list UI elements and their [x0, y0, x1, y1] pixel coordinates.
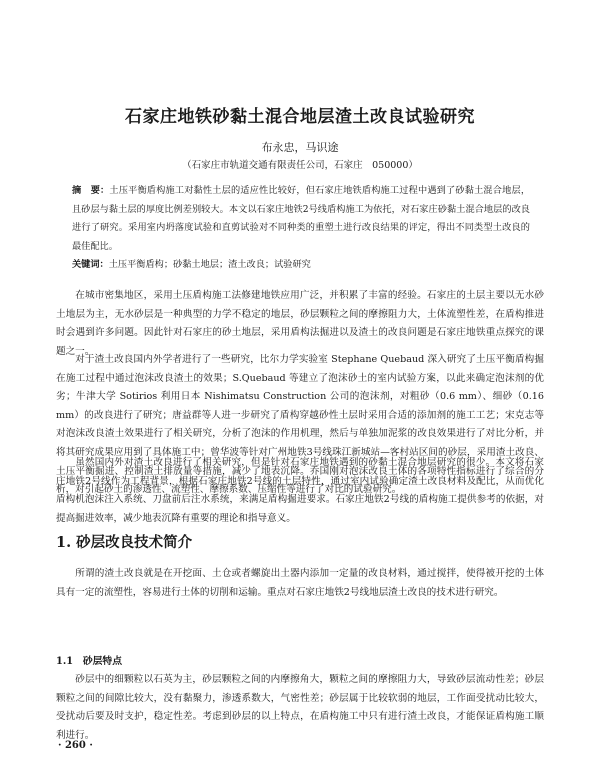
- keywords-label: 关键词：: [72, 259, 109, 270]
- keywords: [72, 257, 530, 273]
- affiliation: （石家庄市轨道交通有限责任公司，石家庄 050000）: [182, 160, 418, 171]
- keywords-text: 土压平衡盾构；砂黏土地层；渣土改良；试验研究: [108, 259, 311, 270]
- page-number: · 260 ·: [58, 740, 93, 751]
- section-heading-1-1: 1.1 砂层特点: [56, 656, 123, 667]
- abstract: [72, 182, 530, 256]
- section-1-paragraph: 所谓的渣土改良就是在开挖面、土仓或者螺旋出土器内添加一定量的改良材料，通过搅拌，使得被开挖的土体具有一定的流塑性，容易进行土体的切削和运输。重点对石家庄地铁2号线地层渣土改良的技术进行研究。: [56, 568, 544, 598]
- abstract-text: 土压平衡盾构施工对黏性土层的适应性比较好，但石家庄地铁盾构施工过程中遇到了砂黏土混合地层，且砂层与黏土层的厚度比例差别较大。本文以石家庄地铁2号线盾构施工为依托，对石家庄砂黏土混合地层的改良进行了研究。采用室内坍落度试验和直剪试验对不同种类的重塑土进行改良结果的评定，得出不同类型土改良的最佳配比。: [72, 185, 531, 252]
- paper-title: 石家庄地铁砂黏土混合地层渣土改良试验研究: [125, 107, 475, 127]
- intro-paragraph-1: 在城市密集地区，采用土压盾构施工法修建地铁应用广泛，并积累了丰富的经验。石家庄的土层主要以无水砂土地层为主，无水砂层是一种典型的力学不稳定的地层，砂层颗粒之间的摩擦阻力大，土体流塑性差，在盾构推进时会遇到许多问题。因此针对石家庄的砂土地层，采用盾构法掘进以及渣土的改良问题是石家庄地铁重点探究的课题之一。: [56, 290, 544, 357]
- section-heading-1: 1. 砂层改良技术简介: [56, 534, 193, 551]
- intro-paragraph-3: 虽然国内外对渣土改良进行了相关研究，但是针对石家庄地铁遇到的砂黏土混合地层研究的很少。本文将石家庄地铁2号线作为工程背景，根据石家庄地铁2号线的土层特性，通过室内试验确定渣土改良材料及配比，从而优化盾构机泡沫注入系统、刀盘前后注水系统，来满足盾构掘进要求。石家庄地铁2号线的盾构施工提供参考的依据，对提高掘进效率，减少地表沉降有重要的理论和指导意义。: [56, 457, 544, 524]
- section-1-1-paragraph: 砂层中的细颗粒以石英为主，砂层颗粒之间的内摩擦角大，颗粒之间的摩擦阻力大，导致砂层流动性差；砂层颗粒之间的间隙比较大，没有黏聚力，渗透系数大，气密性差；砂层属于比较软弱的地层，工作面受扰动比较大，受扰动后要及时支护，稳定性差。考虑到砂层的以上特点，在盾构施工中只有进行渣土改良，才能保证盾构施工顺利进行。: [56, 674, 544, 741]
- intro-paragraph-2: 对于渣土改良国内外学者进行了一些研究，比尔力学实验室 Stephane Quebaud 深入研究了土压平衡盾构掘在施工过程中通过泡沫改良渣土的效果；S.Quebaud 等建立了泡沫砂土的室内试验方案，以此来确定泡沫剂的优劣；牛津大学 Sotirios 利用日本 Nishimatsu Construction 公司的泡沫剂，对粗砂（0.6 mm）、细砂（0.16 mm）的改良进行了研究；唐益群等人进一步研究了盾构穿越砂性土层时采用合适的添加剂的施工工艺；宋克志等对泡沫改良渣土效果进行了相关研究，分析了泡沫的作用机理，然后与单独加泥浆的改良效果进行了对比分析，并将其研究成果应用到了具体施工中；曾华波等针对广州地铁3号线珠江新城站—客村站区间的砂层，采用渣土改良、土压平衡掘进、控制渣土排放量等措施，减少了地表沉降。乔国刚对泡沫改良土体的各项特性指标进行了综合的分析，对引起砂土的渗透性、流塑性、摩擦系数、压缩性等进行了对比的试验研究。: [56, 354, 544, 496]
- authors: 布永忠，马识途: [261, 141, 339, 154]
- abstract-label: 摘 要：: [72, 185, 110, 196]
